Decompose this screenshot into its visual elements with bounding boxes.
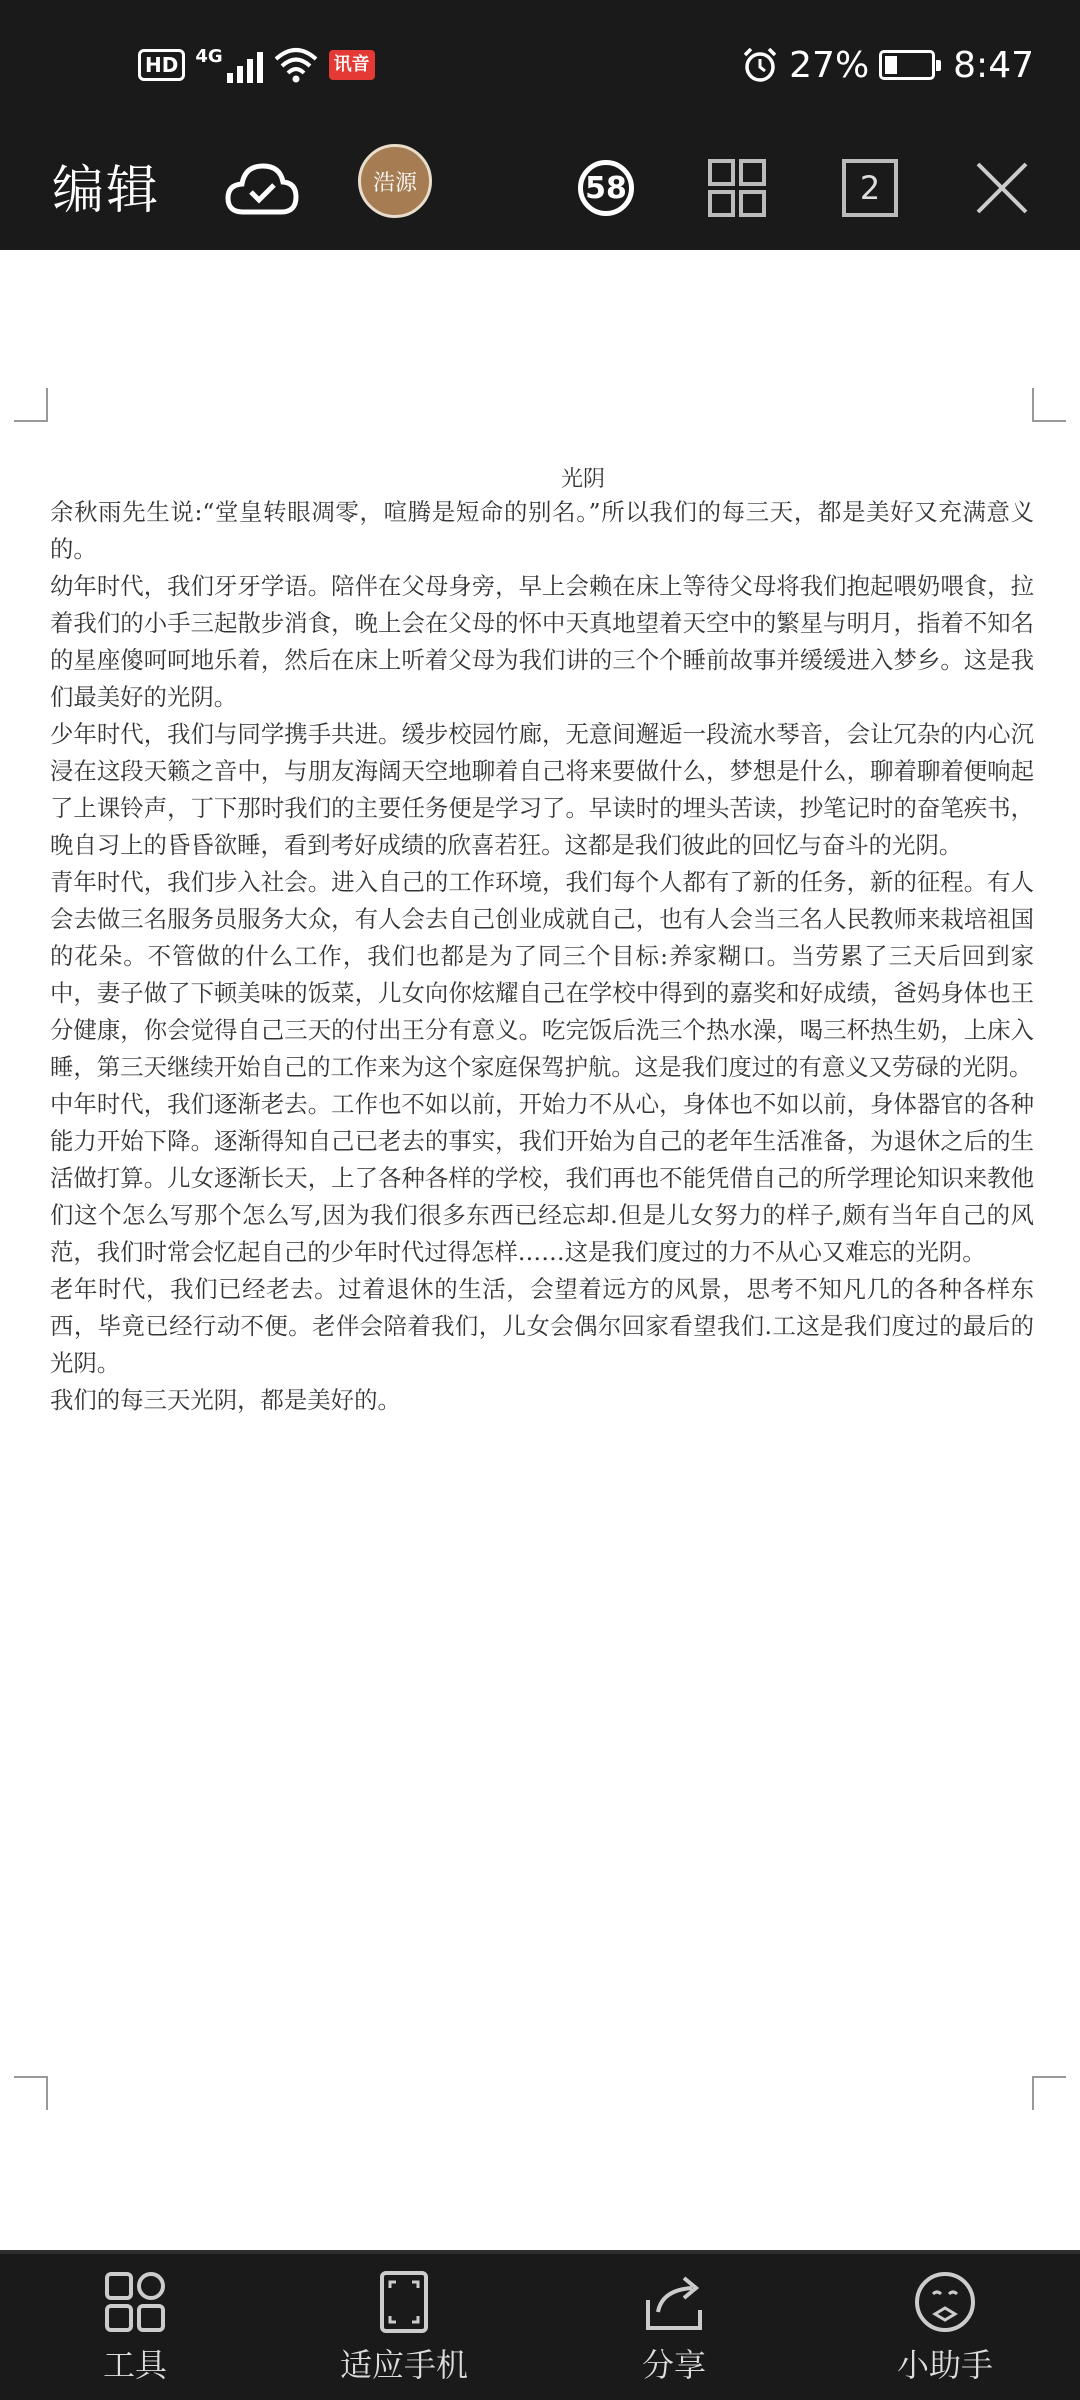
paragraph: 少年时代，我们与同学携手共进。缓步校园竹廊，无意间邂逅一段流水琴音，会让冗杂的内心沉浸在这段天籁之音中，与朋友海阔天空地聊着自己将来要做什么，梦想是什么，聊着聊着便响起了上课铃声，丁下那时我们的主要任务便是学习了。早读时的埋头苦读，抄笔记时的奋笔疾书，晚自习上的昏昏欲睡，看到考好成绩的欣喜若狂。这都是我们彼此的回忆与奋斗的光阴。 bbox=[50, 720, 1034, 859]
document-title: 光阴 bbox=[560, 467, 605, 492]
edit-button[interactable]: 编辑 bbox=[52, 161, 161, 221]
cloud-check-icon bbox=[225, 160, 299, 216]
assistant-button[interactable] bbox=[845, 2270, 1045, 2400]
document-page[interactable] bbox=[0, 250, 1080, 2250]
fit-screen-icon bbox=[372, 2270, 436, 2334]
document-body bbox=[50, 494, 1034, 1419]
count-button[interactable] bbox=[566, 148, 646, 228]
bottom-bar bbox=[0, 2250, 1080, 2400]
page-corner-mark bbox=[14, 2076, 48, 2110]
share-icon bbox=[642, 2270, 706, 2334]
paragraph: 青年时代，我们步入社会。进入自己的工作环境，我们每个人都有了新的任务，新的征程。有人会去做三名服务员服务大众，有人会去自己创业成就自己，也有人会当三名人民教师来栽培祖国的花朵。不管做的什么工作，我们也都是为了同三个目标:养家糊口。当劳累了三天后回到家中，妻子做了下顿美味的饭菜，儿女向你炫耀自己在学校中得到的嘉奖和好成绩，爸妈身体也王分健康，你会觉得自己三天的付出王分有意义。吃完饭后洗三个热水澡，喝三杯热生奶，上床入睡，第三天继续开始自己的工作来为这个家庭保驾护航。这是我们度过的有意义又劳碌的光阴。 bbox=[50, 868, 1034, 1081]
battery-icon: ⚡ bbox=[879, 50, 935, 80]
page-corner-mark bbox=[1032, 2076, 1066, 2110]
battery-percent: 27% bbox=[789, 44, 870, 86]
tools-icon bbox=[103, 2270, 167, 2334]
assistant-icon bbox=[913, 2270, 977, 2334]
share-button[interactable] bbox=[574, 2270, 774, 2400]
carrier-badge: 讯音 bbox=[329, 50, 375, 80]
page-corner-mark bbox=[1032, 388, 1066, 422]
app-toolbar bbox=[0, 130, 1080, 250]
share-label: 分享 bbox=[641, 2346, 706, 2384]
paragraph: 余秋雨先生说:“堂皇转眼凋零，喧腾是短命的别名。”所以我们的每三天，都是美好又充满意义的。 bbox=[50, 498, 1034, 563]
paragraph: 我们的每三天光阴，都是美好的。 bbox=[50, 1386, 401, 1414]
cloud-sync-button[interactable] bbox=[222, 148, 302, 228]
assistant-label: 小助手 bbox=[896, 2346, 993, 2384]
tools-label: 工具 bbox=[102, 2346, 167, 2384]
page-corner-mark bbox=[14, 388, 48, 422]
fit-phone-button[interactable] bbox=[304, 2270, 504, 2400]
status-bar bbox=[0, 0, 1080, 130]
grid-button[interactable] bbox=[697, 148, 777, 228]
status-left bbox=[138, 42, 375, 88]
signal-icon bbox=[227, 47, 263, 83]
avatar[interactable]: 浩源 bbox=[358, 144, 432, 218]
status-right bbox=[741, 40, 1034, 90]
alarm-icon bbox=[741, 46, 779, 84]
close-button[interactable] bbox=[962, 148, 1042, 228]
paragraph: 中年时代，我们逐渐老去。工作也不如以前，开始力不从心，身体也不如以前，身体器官的各种能力开始下降。逐渐得知自己已老去的事实，我们开始为自己的老年生活准备，为退休之后的生活做打算。儿女逐渐长天，上了各种各样的学校，我们再也不能凭借自己的所学理论知识来教他们这个怎么写那个怎么写,因为我们很多东西已经忘却.但是儿女努力的样子,颇有当年自己的风范，我们时常会忆起自己的少年时代过得怎样……这是我们度过的力不从心又难忘的光阴。 bbox=[50, 1090, 1034, 1266]
clock: 8:47 bbox=[953, 44, 1034, 86]
hd-badge: HD bbox=[138, 49, 185, 81]
tools-button[interactable] bbox=[35, 2270, 235, 2400]
network-type: 4G bbox=[195, 46, 223, 67]
paragraph: 老年时代，我们已经老去。过着退休的生活，会望着远方的风景，思考不知凡几的各种各样东西，毕竟已经行动不便。老伴会陪着我们，儿女会偶尔回家看望我们.工这是我们度过的最后的光阴。 bbox=[50, 1275, 1034, 1377]
count-badge: 58 bbox=[578, 160, 634, 216]
paragraph: 幼年时代，我们牙牙学语。陪伴在父母身旁，早上会赖在床上等待父母将我们抱起喂奶喂食，拉着我们的小手三起散步消食，晚上会在父母的怀中天真地望着天空中的繁星与明月，指着不知名的星座傻呵呵地乐着，然后在床上听着父母为我们讲的三个个睡前故事并缓缓进入梦乡。这是我们最美好的光阴。 bbox=[50, 572, 1034, 711]
fit-phone-label: 适应手机 bbox=[339, 2346, 468, 2384]
close-icon bbox=[975, 161, 1029, 215]
wifi-icon bbox=[273, 45, 319, 85]
page-count: 2 bbox=[842, 159, 898, 217]
page-count-button[interactable] bbox=[830, 148, 910, 228]
grid-icon bbox=[708, 159, 766, 217]
